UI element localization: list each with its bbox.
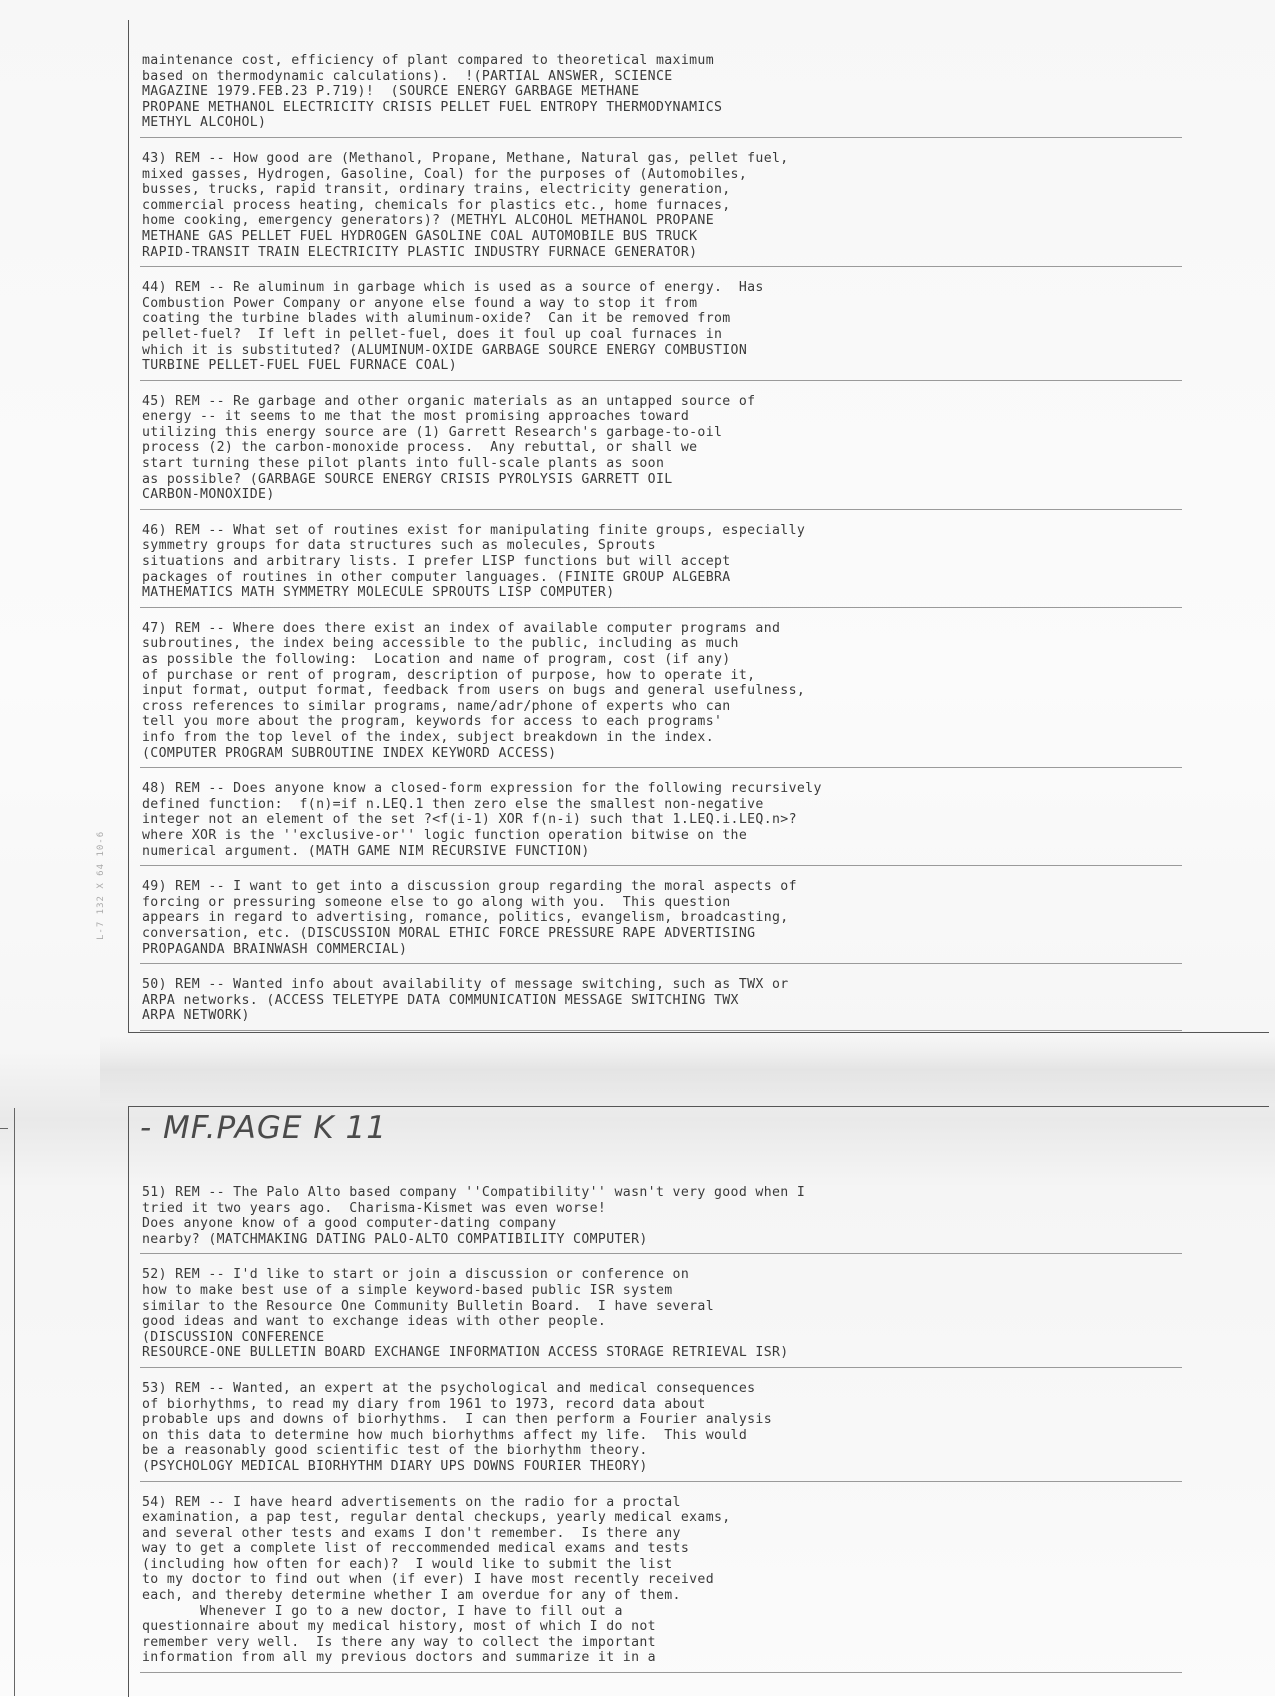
entry-line: 45) REM -- Re garbage and other organic materials as an untapped source of bbox=[142, 393, 756, 409]
entry-line: Combustion Power Company or anyone else found a way to stop it from bbox=[142, 295, 698, 311]
entry-line: way to get a complete list of reccommended medical exams and tests bbox=[142, 1541, 690, 1557]
entry-line: be a reasonably good scientific test of the biorhythm theory. bbox=[142, 1443, 648, 1459]
entry-line: tried it two years ago. Charisma-Kismet was even worse! bbox=[142, 1200, 607, 1216]
entry-line: 47) REM -- Where does there exist an index of available computer programs and bbox=[142, 620, 781, 636]
side-code: L-7 132 X 64 10-6 bbox=[96, 830, 106, 940]
rem-entry bbox=[140, 972, 1182, 1031]
rem-entry bbox=[140, 1376, 1182, 1482]
entry-line: numerical argument. (MATH GAME NIM RECURSIVE FUNCTION) bbox=[142, 843, 590, 859]
left-edge-stub bbox=[0, 1108, 15, 1696]
upper-entry-list bbox=[140, 48, 940, 1039]
entry-line: cross references to similar programs, name/adr/phone of experts who can bbox=[142, 698, 731, 714]
entry-line: remember very well. Is there any way to collect the important bbox=[142, 1634, 656, 1650]
entry-line: similar to the Resource One Community Bulletin Board. I have several bbox=[142, 1298, 714, 1314]
entry-line: 46) REM -- What set of routines exist for manipulating finite groups, especially bbox=[142, 522, 806, 538]
entry-line: 49) REM -- I want to get into a discussion group regarding the moral aspects of bbox=[142, 879, 797, 895]
entry-line: 52) REM -- I'd like to start or join a discussion or conference on bbox=[142, 1267, 690, 1283]
entry-line: start turning these pilot plants into full-scale plants as soon bbox=[142, 456, 665, 472]
entry-line: of biorhythms, to read my diary from 1961 to 1973, record data about bbox=[142, 1396, 706, 1412]
page-header: - MF.PAGE K 11 bbox=[140, 1110, 387, 1146]
entry-line: subroutines, the index being accessible to the public, including as much bbox=[142, 636, 739, 652]
entry-line: of purchase or rent of program, description of purpose, how to operate it, bbox=[142, 667, 756, 683]
entry-line: integer not an element of the set ?<f(i-1) XOR f(n-i) such that 1.LEQ.i.LEQ.n>? bbox=[142, 812, 797, 828]
entry-line: RESOURCE-ONE BULLETIN BOARD EXCHANGE INFORMATION ACCESS STORAGE RETRIEVAL ISR) bbox=[142, 1345, 789, 1361]
entry-line: MAGAZINE 1979.FEB.23 P.719)! (SOURCE ENERGY GARBAGE METHANE bbox=[142, 84, 640, 100]
entry-line: examination, a pap test, regular dental checkups, yearly medical exams, bbox=[142, 1510, 731, 1526]
entry-line: nearby? (MATCHMAKING DATING PALO-ALTO COMPATIBILITY COMPUTER) bbox=[142, 1231, 648, 1247]
entry-line: RAPID-TRANSIT TRAIN ELECTRICITY PLASTIC INDUSTRY FURNACE GENERATOR) bbox=[142, 244, 698, 260]
entry-line: METHYL ALCOHOL) bbox=[142, 115, 267, 131]
entry-line: (DISCUSSION CONFERENCE bbox=[142, 1329, 325, 1345]
entry-line: probable ups and downs of biorhythms. I can then perform a Fourier analysis bbox=[142, 1412, 773, 1428]
rem-entry bbox=[140, 1180, 1182, 1254]
lower-entry-list bbox=[140, 1180, 940, 1681]
entry-line: defined function: f(n)=if n.LEQ.1 then zero else the smallest non-negative bbox=[142, 796, 764, 812]
rem-entry bbox=[140, 776, 1182, 866]
entry-line: forcing or pressuring someone else to go along with you. This question bbox=[142, 894, 731, 910]
entry-line: each, and thereby determine whether I am overdue for any of them. bbox=[142, 1588, 681, 1604]
entry-line: and several other tests and exams I don't remember. Is there any bbox=[142, 1525, 681, 1541]
entry-line: METHANE GAS PELLET FUEL HYDROGEN GASOLINE COAL AUTOMOBILE BUS TRUCK bbox=[142, 228, 698, 244]
entry-line: to my doctor to find out when (if ever) I have most recently received bbox=[142, 1572, 714, 1588]
entry-line: situations and arbitrary lists. I prefer LISP functions but will accept bbox=[142, 554, 731, 570]
page-fold-shadow bbox=[100, 1035, 1275, 1105]
rem-entry bbox=[140, 1262, 1182, 1368]
entry-line: where XOR is the ''exclusive-or'' logic function operation bitwise on the bbox=[142, 827, 748, 843]
entry-line: energy -- it seems to me that the most promising approaches toward bbox=[142, 409, 690, 425]
entry-line: commercial process heating, chemicals for plastics etc., home furnaces, bbox=[142, 197, 731, 213]
entry-line: mixed gasses, Hydrogen, Gasoline, Coal) for the purposes of (Automobiles, bbox=[142, 166, 748, 182]
entry-line: (including how often for each)? I would like to submit the list bbox=[142, 1556, 673, 1572]
rem-entry bbox=[140, 874, 1182, 964]
entry-line: input format, output format, feedback from users on bugs and general usefulness, bbox=[142, 683, 806, 699]
entry-line: based on thermodynamic calculations). !(PARTIAL ANSWER, SCIENCE bbox=[142, 68, 673, 84]
entry-line: Does anyone know of a good computer-dating company bbox=[142, 1216, 557, 1232]
entry-line: packages of routines in other computer languages. (FINITE GROUP ALGEBRA bbox=[142, 569, 731, 585]
entry-line: how to make best use of a simple keyword-based public ISR system bbox=[142, 1282, 673, 1298]
rem-entry bbox=[140, 48, 1182, 138]
rem-entry bbox=[140, 389, 1182, 510]
entry-line: appears in regard to advertising, romance, politics, evangelism, broadcasting, bbox=[142, 910, 789, 926]
entry-line: 43) REM -- How good are (Methanol, Propane, Methane, Natural gas, pellet fuel, bbox=[142, 150, 789, 166]
entry-line: tell you more about the program, keywords for access to each programs' bbox=[142, 714, 723, 730]
rem-entry bbox=[140, 275, 1182, 381]
entry-line: information from all my previous doctors and summarize it in a bbox=[142, 1650, 656, 1666]
entry-line: 48) REM -- Does anyone know a closed-form expression for the following recursively bbox=[142, 781, 822, 797]
entry-line: on this data to determine how much biorhythms affect my life. This would bbox=[142, 1427, 748, 1443]
rem-entry bbox=[140, 616, 1182, 768]
entry-line: 44) REM -- Re aluminum in garbage which is used as a source of energy. Has bbox=[142, 280, 764, 296]
rem-entry bbox=[140, 518, 1182, 608]
entry-line: coating the turbine blades with aluminum-oxide? Can it be removed from bbox=[142, 311, 731, 327]
entry-line: 54) REM -- I have heard advertisements on the radio for a proctal bbox=[142, 1494, 681, 1510]
entry-line: as possible? (GARBAGE SOURCE ENERGY CRISIS PYROLYSIS GARRETT OIL bbox=[142, 471, 673, 487]
entry-line: (COMPUTER PROGRAM SUBROUTINE INDEX KEYWORD ACCESS) bbox=[142, 745, 557, 761]
entry-line: which it is substituted? (ALUMINUM-OXIDE GARBAGE SOURCE ENERGY COMBUSTION bbox=[142, 342, 748, 358]
entry-line: as possible the following: Location and name of program, cost (if any) bbox=[142, 652, 731, 667]
entry-line: home cooking, emergency generators)? (METHYL ALCOHOL METHANOL PROPANE bbox=[142, 213, 714, 229]
entry-line: ARPA networks. (ACCESS TELETYPE DATA COMMUNICATION MESSAGE SWITCHING TWX bbox=[142, 992, 739, 1008]
entry-line: info from the top level of the index, subject breakdown in the index. bbox=[142, 729, 714, 745]
entry-line: 53) REM -- Wanted, an expert at the psychological and medical consequences bbox=[142, 1380, 756, 1396]
entry-line: utilizing this energy source are (1) Garrett Research's garbage-to-oil bbox=[142, 424, 723, 440]
entry-line: (PSYCHOLOGY MEDICAL BIORHYTHM DIARY UPS DOWNS FOURIER THEORY) bbox=[142, 1458, 648, 1474]
entry-line: busses, trucks, rapid transit, ordinary trains, electricity generation, bbox=[142, 182, 731, 198]
entry-line: Whenever I go to a new doctor, I have to fill out a bbox=[142, 1603, 623, 1619]
entry-line: MATHEMATICS MATH SYMMETRY MOLECULE SPROUTS LISP COMPUTER) bbox=[142, 585, 615, 601]
entry-line: PROPANE METHANOL ELECTRICITY CRISIS PELLET FUEL ENTROPY THERMODYNAMICS bbox=[142, 99, 723, 115]
entry-line: 51) REM -- The Palo Alto based company ''Compatibility'' wasn't very good when I bbox=[142, 1185, 806, 1200]
rem-entry bbox=[140, 146, 1182, 267]
entry-line: PROPAGANDA BRAINWASH COMMERCIAL) bbox=[142, 941, 408, 957]
entry-line: symmetry groups for data structures such as molecules, Sprouts bbox=[142, 538, 656, 554]
left-edge-dash bbox=[0, 1128, 8, 1129]
entry-line: good ideas and want to exchange ideas with other people. bbox=[142, 1314, 607, 1330]
entry-line: maintenance cost, efficiency of plant compared to theoretical maximum bbox=[142, 53, 714, 68]
entry-line: ARPA NETWORK) bbox=[142, 1008, 250, 1024]
entry-line: TURBINE PELLET-FUEL FUEL FURNACE COAL) bbox=[142, 358, 458, 374]
entry-line: 50) REM -- Wanted info about availability of message switching, such as TWX or bbox=[142, 977, 789, 993]
entry-line: CARBON-MONOXIDE) bbox=[142, 487, 275, 503]
entry-line: pellet-fuel? If left in pellet-fuel, does it foul up coal furnaces in bbox=[142, 326, 723, 342]
entry-line: process (2) the carbon-monoxide process. Any rebuttal, or shall we bbox=[142, 440, 698, 456]
entry-line: conversation, etc. (DISCUSSION MORAL ETHIC FORCE PRESSURE RAPE ADVERTISING bbox=[142, 925, 756, 941]
rem-entry bbox=[140, 1490, 1182, 1674]
entry-line: questionnaire about my medical history, most of which I do not bbox=[142, 1619, 656, 1635]
